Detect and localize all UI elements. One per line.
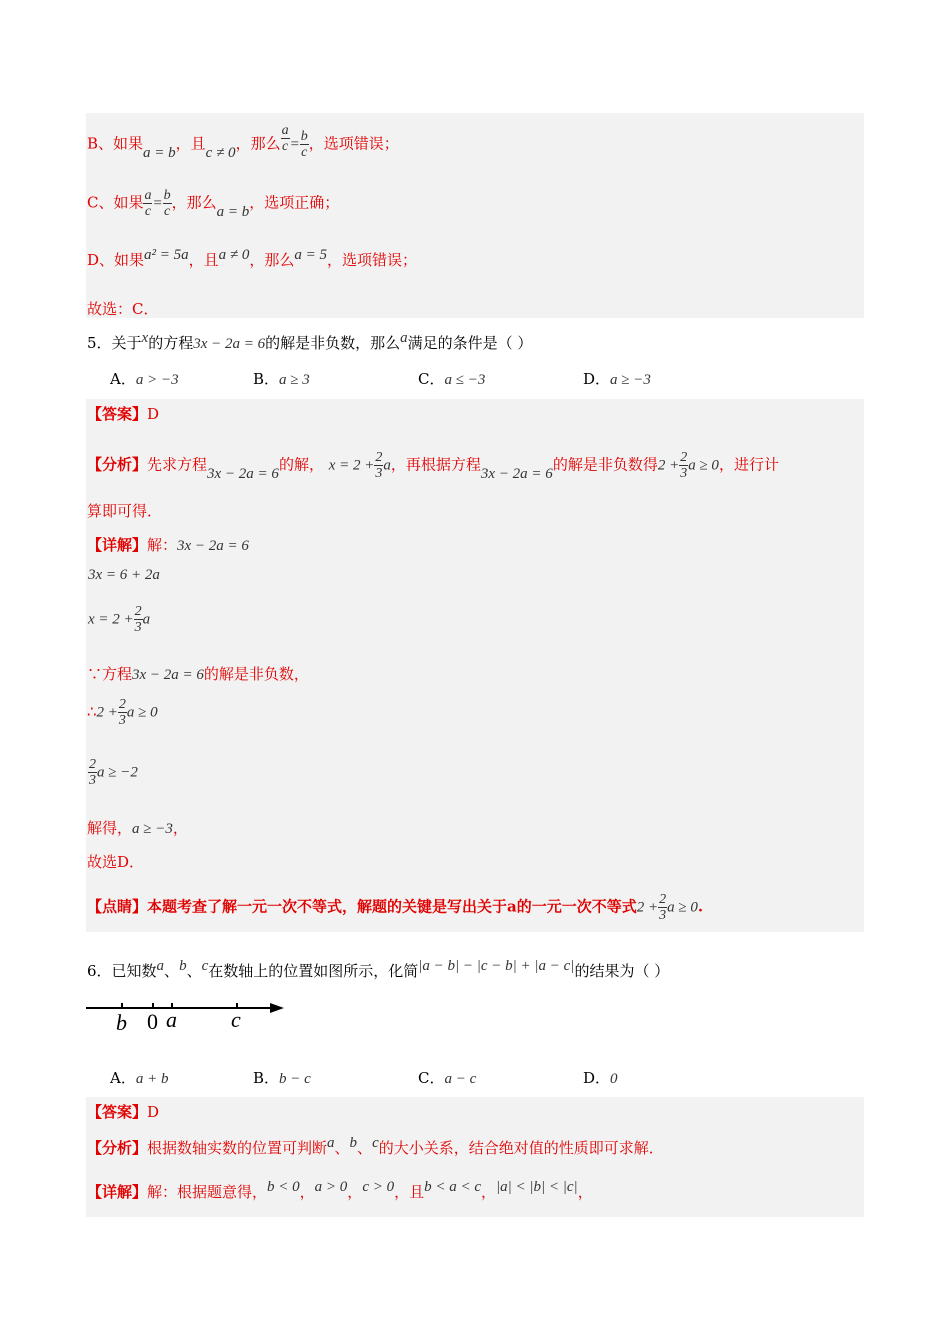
option-b-analysis: B、如果a = b，且c ≠ 0，那么 $\frac{a}{c}$ = $\frac{b}{c}$ ，选项错误；: [87, 123, 399, 161]
axis-label-c: c: [231, 1007, 241, 1032]
option-d-analysis: D、如果a² = 5a，且a ≠ 0，那么a = 5，选项错误；: [87, 247, 418, 269]
q6-option-b[interactable]: B．b − c: [253, 1069, 311, 1087]
q5-stem: 5．关于x的方程3x − 2a = 6的解是非负数，那么a满足的条件是（ ）: [87, 330, 533, 352]
q6-answer: 【答案】D: [87, 1103, 160, 1121]
q5-analysis: 【分析】先求方程3x − 2a = 6的解， x = 2 + $\frac{2}{3}$ a，再根据方程3x − 2a = 6的解是非负数得2 + $\frac{2}{3}$ a ≥ 0，进行计: [87, 450, 779, 482]
q6-detail: 【详解】解：根据题意得，b < 0，a > 0，c > 0，且b < a < c，|a| < |b| < |c|，: [87, 1179, 593, 1201]
q6-analysis: 【分析】根据数轴实数的位置可判断a、b、c的大小关系，结合绝对值的性质即可求解．: [87, 1135, 664, 1157]
axis-label-a: a: [166, 1007, 177, 1032]
q6-option-d[interactable]: D．0: [583, 1069, 618, 1087]
axis-label-0: 0: [147, 1009, 158, 1034]
option-c-analysis: C、如果 $\frac{a}{c}$ = $\frac{b}{c}$ ，那么a = b，选项正确；: [87, 188, 340, 220]
q6-option-c[interactable]: C．a − c: [418, 1069, 477, 1087]
q5-therefore: ∴2 + $\frac{2}{3}$ a ≥ 0: [87, 697, 158, 728]
q5-choose: 故选D．: [87, 853, 145, 871]
q5-step1: 3x = 6 + 2a: [88, 567, 160, 583]
q5-analysis-cont: 算即可得．: [87, 502, 163, 520]
q5-option-b[interactable]: B．a ≥ 3: [253, 370, 310, 388]
q5-answer: 【答案】D: [87, 405, 160, 423]
q5-detail: 【详解】解：3x − 2a = 6: [87, 536, 249, 554]
prev-choose: 故选：C．: [87, 300, 159, 318]
number-line-arrow: [270, 1003, 284, 1013]
q5-solve: 解得，a ≥ −3，: [87, 819, 188, 837]
axis-label-b: b: [116, 1010, 127, 1035]
q6-stem: 6．已知数a、b、c在数轴上的位置如图所示，化简|a − b| − |c − b| + |a − c|的结果为（ ）: [87, 958, 670, 980]
q6-option-a[interactable]: A．a + b: [110, 1069, 169, 1087]
q5-option-c[interactable]: C．a ≤ −3: [418, 370, 486, 388]
number-line-figure: [84, 996, 289, 1038]
q5-option-d[interactable]: D．a ≥ −3: [583, 370, 651, 388]
q5-step4: $\frac{2}{3}$ a ≥ −2: [89, 757, 138, 788]
q5-option-a[interactable]: A．a > −3: [110, 370, 179, 388]
q5-step2: x = 2 + $\frac{2}{3}$ a: [88, 604, 151, 635]
q5-comment: 【点睛】本题考查了解一元一次不等式，解题的关键是写出关于a的一元一次不等式2 + $\frac{2}{3}$ a ≥ 0.: [87, 892, 704, 923]
q5-because: ∵方程3x − 2a = 6的解是非负数，: [87, 665, 309, 683]
